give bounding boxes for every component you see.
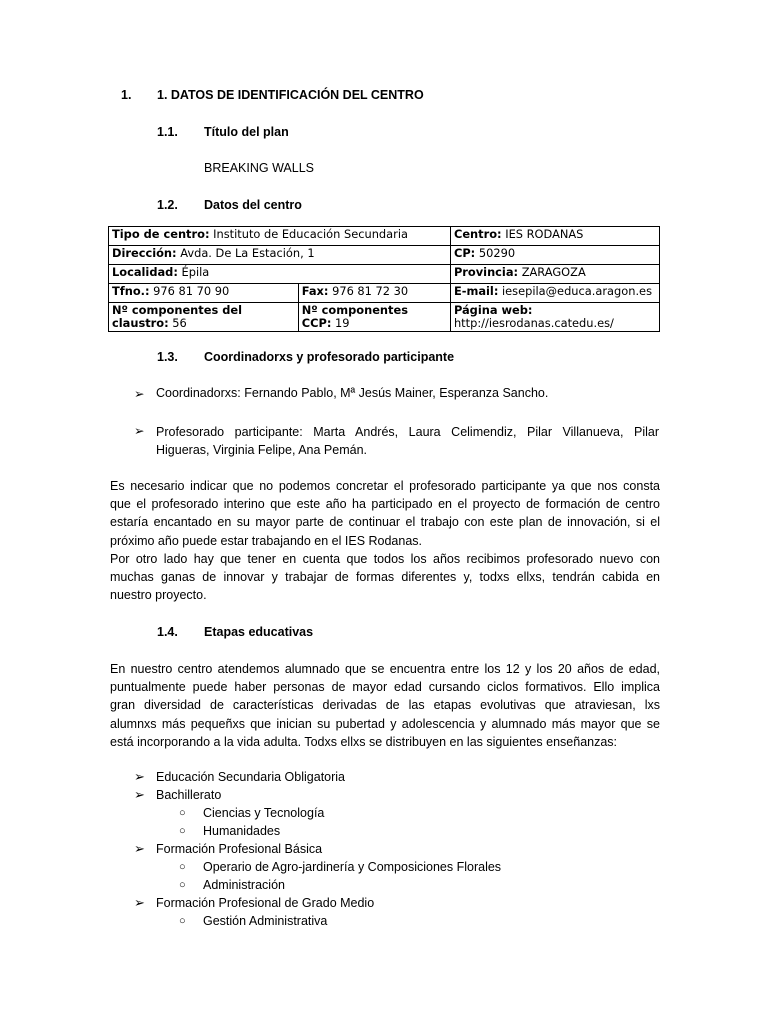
email-value: iesepila@educa.aragon.es	[498, 284, 653, 298]
paragraph-line: nuestro proyecto.	[110, 588, 207, 603]
table-cell-email	[450, 284, 659, 303]
tipo-value: Instituto de Educación Secundaria	[209, 227, 408, 241]
list-item	[134, 876, 654, 894]
list-item	[134, 858, 654, 876]
provincia-value: ZARAGOZA	[518, 265, 586, 279]
localidad-value: Épila	[177, 265, 210, 279]
section-1-number: 1.	[121, 88, 132, 102]
web-value: http://iesrodanas.catedu.es/	[453, 316, 614, 330]
circle-bullet-icon: ○	[179, 915, 186, 927]
teachers-text	[156, 423, 659, 459]
paragraph-teachers-note	[110, 477, 660, 604]
coordinators-text: Coordinadorxs: Fernando Pablo, Mª Jesús Mainer, Esperanza Sancho.	[156, 386, 549, 400]
table-cell-provincia	[450, 265, 659, 284]
section-1-2-title: Datos del centro	[204, 198, 302, 212]
paragraph-line: Es necesario indicar que no podemos concretar el profesorado participante ya que nos consta	[110, 479, 660, 493]
paragraph-line: puntualmente puede haber personas de mayor edad cursando ciclos formativos. Ello implica	[110, 680, 660, 695]
teachers-line-1: Profesorado participante: Marta Andrés, Laura Celimendiz, Pilar Villanueva, Pilar	[156, 425, 659, 439]
ccp-label-2: CCP:	[301, 316, 332, 330]
table-cell-web	[450, 303, 659, 332]
table-cell-direccion	[109, 246, 451, 265]
list-item-administracion: Administración	[203, 878, 285, 892]
email-label: E-mail:	[453, 284, 499, 298]
section-1-4-title: Etapas educativas	[204, 625, 314, 639]
table-row	[109, 284, 660, 303]
claustro-value: 56	[168, 316, 187, 330]
list-item	[134, 912, 654, 930]
table-cell-localidad	[109, 265, 451, 284]
teachings-list	[134, 768, 654, 930]
table-cell-centro	[450, 227, 659, 246]
table-row	[109, 303, 660, 332]
table-row	[109, 265, 660, 284]
list-item-fpgm: Formación Profesional de Grado Medio	[156, 896, 375, 910]
list-item-ciencias: Ciencias y Tecnología	[203, 806, 325, 820]
paragraph-line: estaría encantado en su mayor parte de continuar el trabajo con este plan de innovación, si el	[110, 515, 660, 530]
tfno-value: 976 81 70 90	[149, 284, 230, 298]
list-item	[134, 768, 654, 786]
paragraph-line: próximo año puede estar trabajando en el IES Rodanas.	[110, 533, 423, 548]
centro-value: IES RODANAS	[501, 227, 584, 241]
section-1-4-number: 1.4.	[157, 625, 178, 639]
fax-label: Fax:	[301, 284, 329, 298]
coordinators-arrow-icon: ➢	[134, 387, 145, 401]
arrow-bullet-icon: ➢	[134, 787, 145, 802]
circle-bullet-icon: ○	[179, 879, 186, 891]
table-cell-tipo	[109, 227, 451, 246]
table-row	[109, 227, 660, 246]
paragraph-line: alumnxs más pequeñxs que inician su pubertad y adolescencia y alumnado más mayor que se	[110, 716, 660, 731]
fax-value: 976 81 72 30	[328, 284, 409, 298]
paragraph-line: gran diversidad de características derivadas de las etapas evolutivas que atraviesan, lxs	[110, 698, 660, 713]
centro-label: Centro:	[453, 227, 502, 241]
section-1-3-number: 1.3.	[157, 350, 178, 364]
paragraph-line: Por otro lado hay que tener en cuenta que todos los años recibimos profesorado nuevo con	[110, 551, 660, 566]
arrow-bullet-icon: ➢	[134, 895, 145, 910]
circle-bullet-icon: ○	[179, 861, 186, 873]
circle-bullet-icon: ○	[179, 825, 186, 837]
paragraph-line: muchas ganas de innovar y trabajar de formas diferentes y, todxs ellxs, tendrán cabida en	[110, 570, 660, 585]
list-item-bachillerato: Bachillerato	[156, 788, 222, 802]
ccp-label: Nº componentes	[301, 303, 408, 317]
cp-value: 50290	[475, 246, 516, 260]
section-1-1-number: 1.1.	[157, 125, 178, 139]
list-item-eso: Educación Secundaria Obligatoria	[156, 770, 346, 784]
ccp-value: 19	[331, 316, 350, 330]
table-cell-claustro	[109, 303, 299, 332]
teachers-arrow-icon: ➢	[134, 424, 145, 438]
centre-data-table	[108, 226, 660, 332]
arrow-bullet-icon: ➢	[134, 841, 145, 856]
localidad-label: Localidad:	[112, 265, 178, 279]
cp-label: CP:	[453, 246, 476, 260]
list-item-agrojardineria: Operario de Agro-jardinería y Composiciones Florales	[203, 860, 502, 874]
tipo-label: Tipo de centro:	[112, 227, 210, 241]
web-label: Página web:	[453, 303, 533, 317]
arrow-bullet-icon: ➢	[134, 769, 145, 784]
tfno-label: Tfno.:	[112, 284, 150, 298]
paragraph-line: está incorporando a la vida adulta. Todxs ellxs se distribuyen en las siguientes enseñanzas:	[110, 734, 618, 749]
claustro-label-2: claustro:	[112, 316, 169, 330]
list-item-humanidades: Humanidades	[203, 824, 281, 838]
list-item-gestion-administrativa: Gestión Administrativa	[203, 914, 328, 928]
section-1-3-title: Coordinadorxs y profesorado participante	[204, 350, 455, 364]
table-cell-cp	[450, 246, 659, 265]
section-1-2-number: 1.2.	[157, 198, 178, 212]
list-item	[134, 894, 654, 912]
paragraph-line: En nuestro centro atendemos alumnado que se encuentra entre los 12 y los 20 años de edad,	[110, 662, 660, 676]
section-1-1-title: Título del plan	[204, 125, 289, 139]
list-item	[134, 786, 654, 804]
paragraph-stages	[110, 660, 660, 751]
list-item-fpb: Formación Profesional Básica	[156, 842, 323, 856]
direccion-value: Avda. De La Estación, 1	[176, 246, 315, 260]
table-cell-ccp	[298, 303, 450, 332]
claustro-label: Nº componentes del	[112, 303, 242, 317]
table-cell-fax	[298, 284, 450, 303]
list-item	[134, 822, 654, 840]
provincia-label: Provincia:	[453, 265, 519, 279]
direccion-label: Dirección:	[112, 246, 177, 260]
teachers-line-2: Higueras, Virginia Felipe, Ana Pemán.	[156, 443, 367, 457]
table-cell-tfno	[109, 284, 299, 303]
section-1-title: 1. DATOS DE IDENTIFICACIÓN DEL CENTRO	[157, 88, 424, 102]
paragraph-line: que el profesorado interino que este año ha participado en el proyecto de formación de centro	[110, 497, 660, 512]
plan-name: BREAKING WALLS	[204, 161, 314, 175]
circle-bullet-icon: ○	[179, 807, 186, 819]
table-row	[109, 246, 660, 265]
list-item	[134, 840, 654, 858]
list-item	[134, 804, 654, 822]
